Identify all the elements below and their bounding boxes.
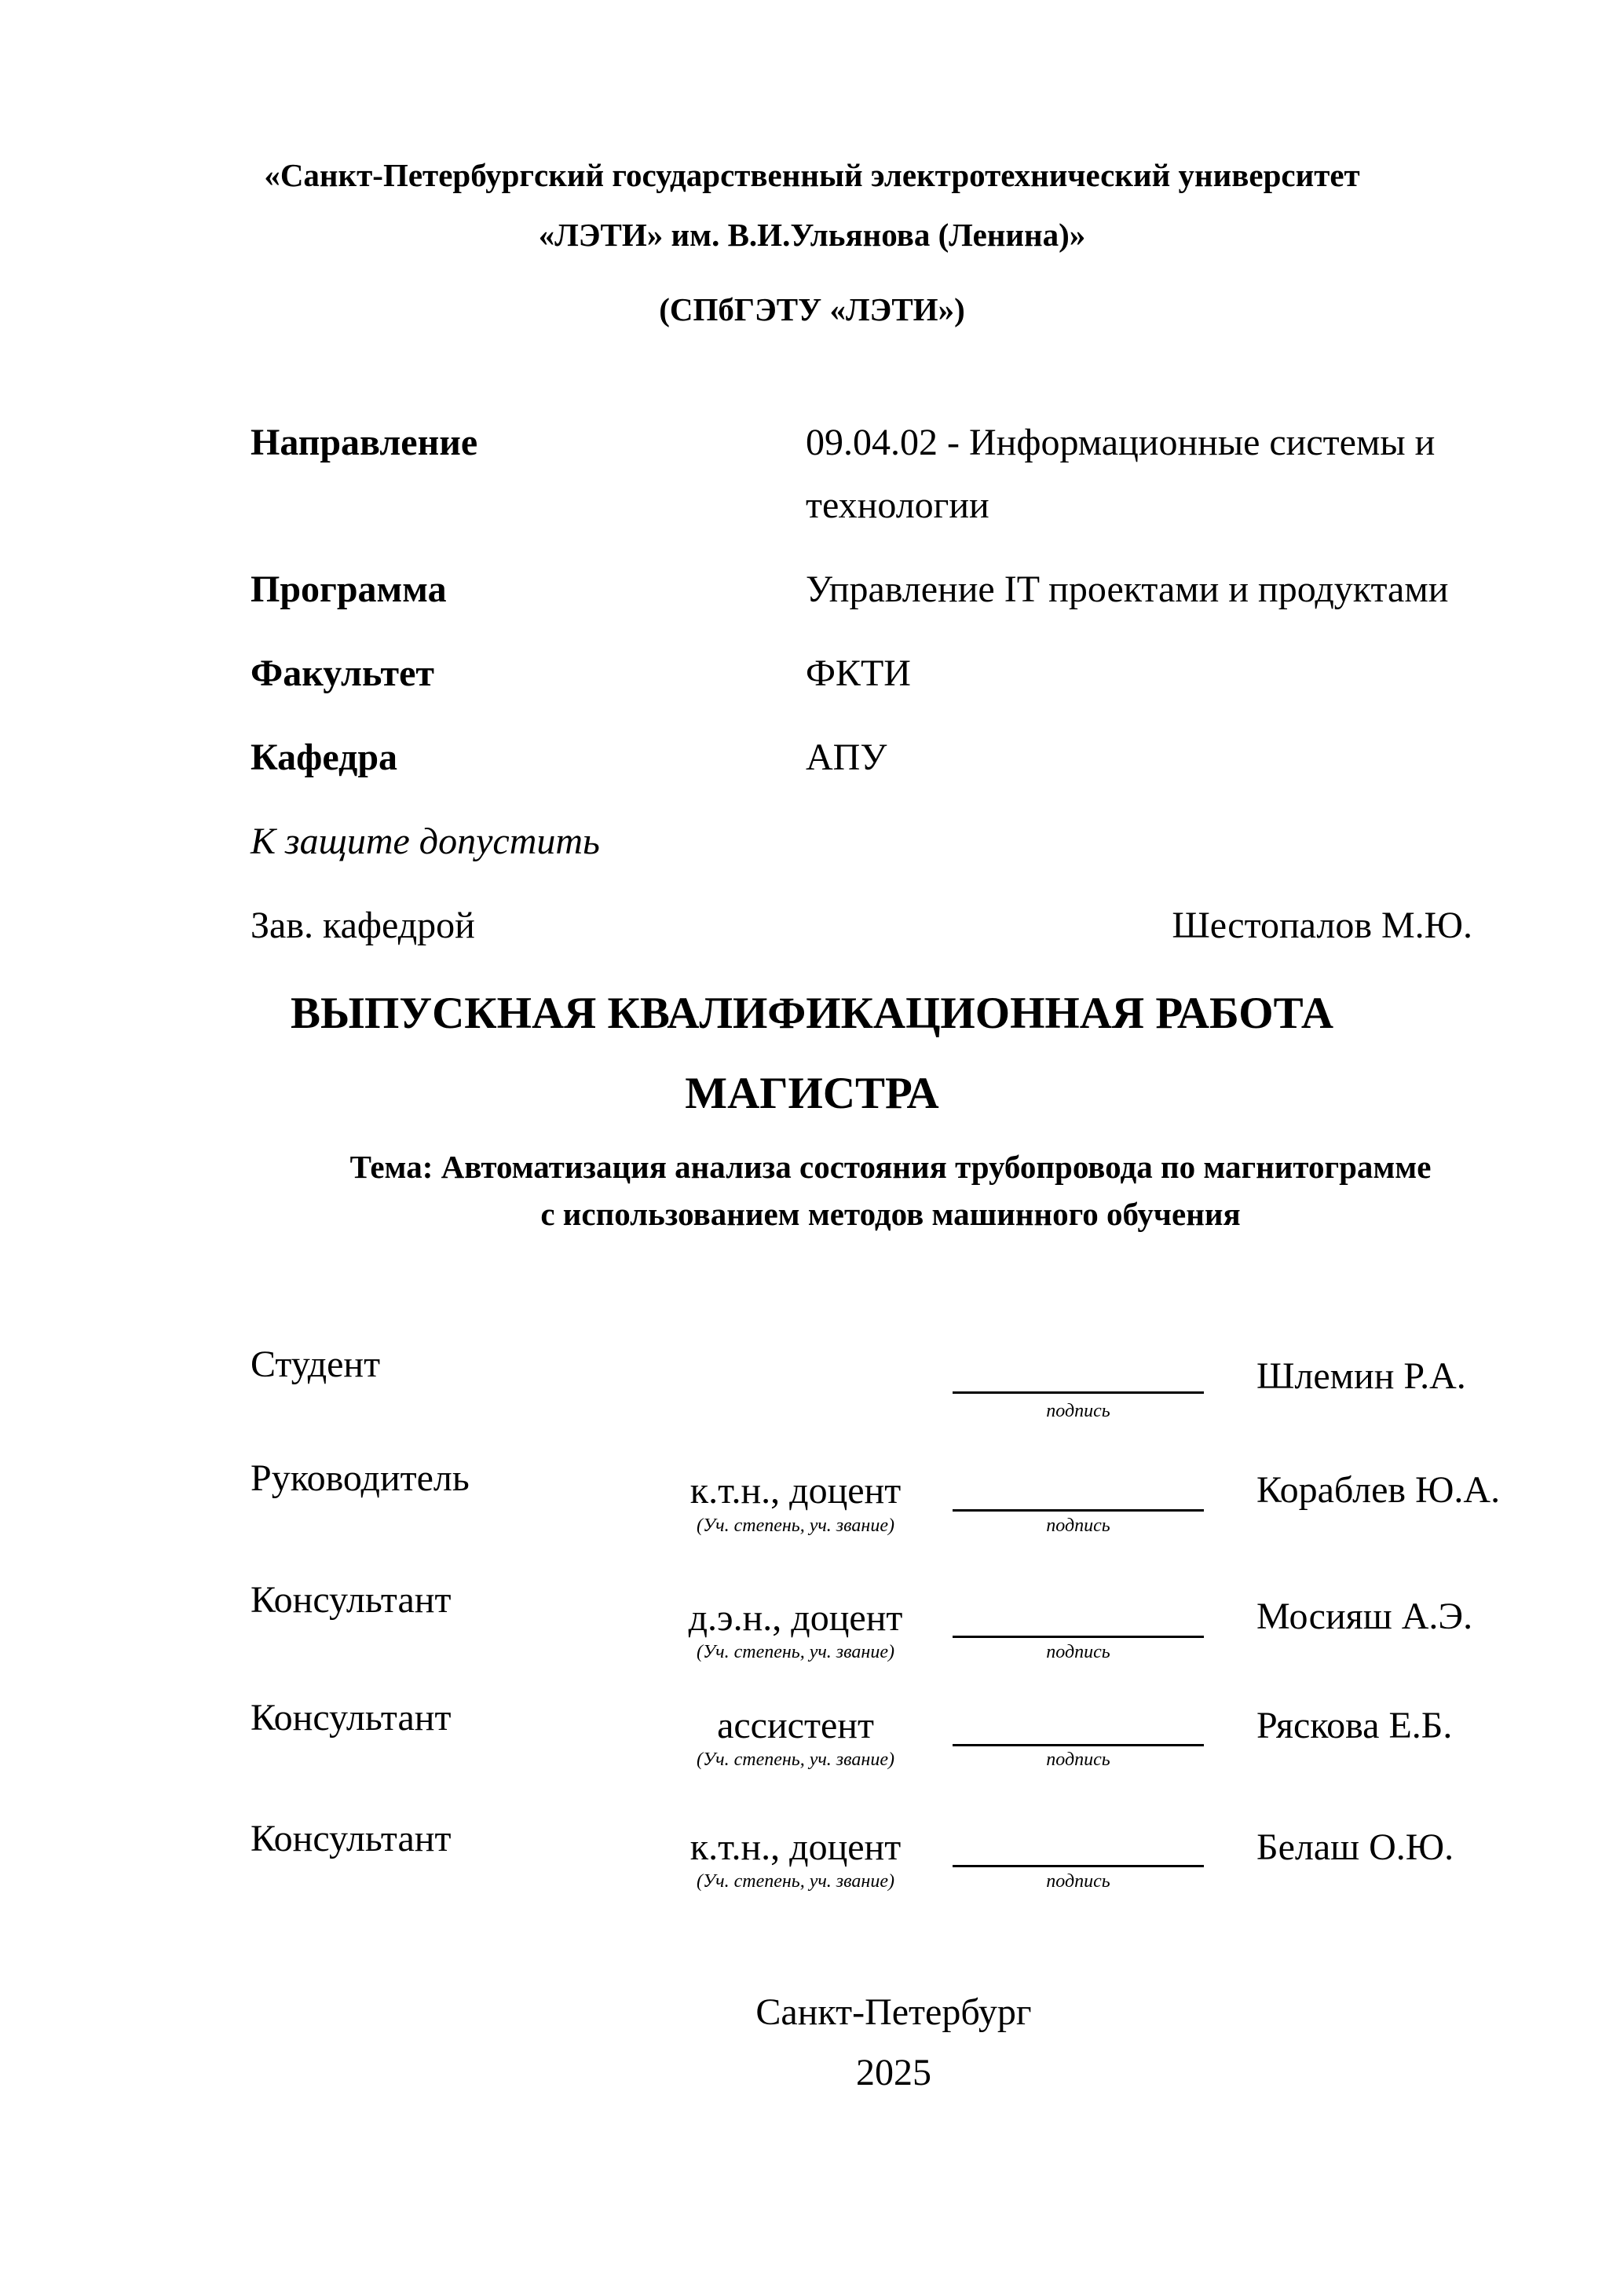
- head-of-department-label: Зав. кафедрой: [251, 905, 475, 946]
- university-name-line1: «Санкт-Петербургский государственный электротехнический университет: [264, 157, 1360, 193]
- footer-city: Санкт-Петербург: [755, 1991, 1032, 2033]
- head-of-department-name: Шестопалов М.Ю.: [1172, 905, 1472, 946]
- topic-line1: Тема: Автоматизация анализа состояния трубопровода по магнитограмме: [349, 1149, 1432, 1185]
- direction-value: 09.04.02 - Информационные системы и: [806, 422, 1436, 463]
- faculty-value: ФКТИ: [806, 653, 911, 694]
- consultant-degree: ассистент: [717, 1705, 874, 1746]
- degree-caption: (Уч. степень, уч. звание): [697, 1515, 894, 1536]
- supervisor-name: Кораблев Ю.А.: [1256, 1469, 1501, 1511]
- program-label: Программа: [251, 569, 447, 610]
- department-value: АПУ: [806, 737, 887, 778]
- signature-caption: подпись: [1046, 1515, 1110, 1536]
- signature-line: [953, 1744, 1204, 1746]
- direction-value-cont: технологии: [806, 484, 989, 526]
- university-name-line2: «ЛЭТИ» им. В.И.Ульянова (Ленина)»: [538, 217, 1086, 253]
- document-title-line2: МАГИСТРА: [685, 1069, 939, 1118]
- student-name: Шлемин Р.А.: [1256, 1355, 1466, 1397]
- consultant-name: Ряскова Е.Б.: [1256, 1705, 1453, 1746]
- signature-line: [953, 1509, 1204, 1512]
- role-consultant: Консультант: [251, 1697, 452, 1738]
- consultant-name: Белаш О.Ю.: [1256, 1826, 1454, 1868]
- role-supervisor: Руководитель: [251, 1457, 470, 1499]
- role-student: Студент: [251, 1344, 381, 1385]
- signature-caption: подпись: [1046, 1871, 1110, 1892]
- footer-year: 2025: [856, 2052, 931, 2093]
- signature-line: [953, 1865, 1204, 1867]
- program-value: Управление IT проектами и продуктами: [806, 569, 1449, 610]
- direction-label: Направление: [251, 422, 478, 463]
- signature-line: [953, 1636, 1204, 1638]
- supervisor-degree: к.т.н., доцент: [689, 1470, 902, 1512]
- consultant-degree: к.т.н., доцент: [689, 1826, 902, 1868]
- faculty-label: Факультет: [251, 653, 434, 694]
- role-consultant: Консультант: [251, 1818, 452, 1859]
- signature-caption: подпись: [1046, 1749, 1110, 1770]
- topic-line2: с использованием методов машинного обучения: [540, 1196, 1241, 1232]
- degree-caption: (Уч. степень, уч. звание): [697, 1871, 894, 1892]
- signature-caption: подпись: [1046, 1401, 1110, 1421]
- degree-caption: (Уч. степень, уч. звание): [697, 1642, 894, 1662]
- university-abbrev: (СПбГЭТУ «ЛЭТИ»): [659, 291, 965, 327]
- document-title-line1: ВЫПУСКНАЯ КВАЛИФИКАЦИОННАЯ РАБОТА: [290, 989, 1333, 1038]
- degree-caption: (Уч. степень, уч. звание): [697, 1749, 894, 1770]
- consultant-degree: д.э.н., доцент: [688, 1597, 903, 1639]
- department-label: Кафедра: [251, 737, 398, 778]
- signature-caption: подпись: [1046, 1642, 1110, 1662]
- consultant-name: Мосияш А.Э.: [1256, 1596, 1473, 1637]
- role-consultant: Консультант: [251, 1579, 452, 1621]
- signature-line: [953, 1391, 1204, 1394]
- admit-to-defense: К защите допустить: [251, 821, 600, 862]
